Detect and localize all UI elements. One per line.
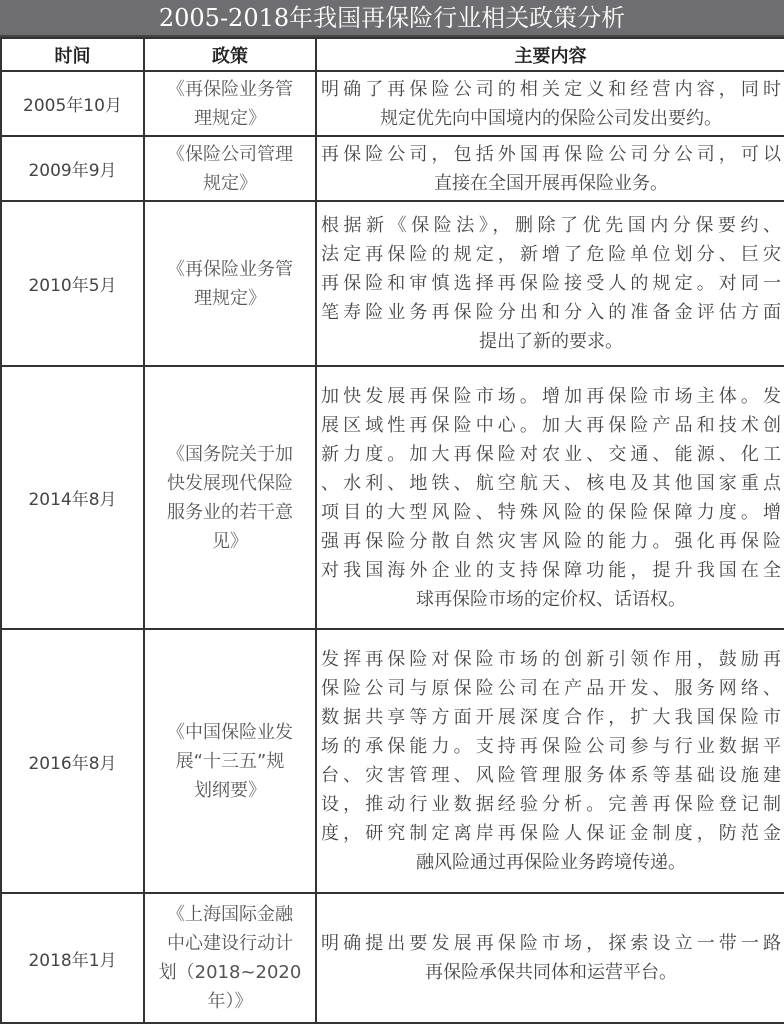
policy-line: 展“十三五”规 [175,750,285,772]
policy-line: 年）》 [207,991,253,1012]
policy-table [0,37,784,1024]
policy-line: 《再保险业务管 [167,258,293,280]
policy-line: 《国务院关于加 [167,443,293,465]
header-policy: 政策 [144,38,316,71]
date-cell: 2010年5月 [1,201,144,366]
policy-line: 快发展现代保险 [167,472,293,494]
table-row [1,629,784,893]
content-line: 提出了新的要求。 [479,331,623,352]
policy-cell [144,71,316,136]
policy-line: 规定》 [203,172,257,194]
content-line: 台、灾害管理、风险管理服务体系等基础设施建 [321,765,781,786]
policy-cell [144,136,316,201]
table-row [1,71,784,136]
policy-cell [144,201,316,366]
content-line: 融风险通过再保险业务跨境传递。 [416,852,686,873]
content-line: 、水利、地铁、航空航天、核电及其他国家重点 [321,472,781,494]
content-line: 根据新《保险法》，删除了优先国内分保要约、 [321,215,781,236]
content-line: 规定优先向中国境内的保险公司发出要约。 [380,107,722,129]
policy-line: 划纲要》 [194,779,266,801]
content-cell [316,71,784,136]
content-cell [316,893,784,1023]
policy-cell [144,893,316,1023]
content-cell [316,136,784,201]
content-line: 加快发展再保险市场。增加再保险市场主体。发 [321,385,781,407]
policy-line: 中心建设行动计 [167,933,293,954]
content-cell [316,366,784,629]
content-cell [316,629,784,893]
content-line: 强再保险分散自然灾害风险的能力。强化再保险 [321,530,781,552]
date-cell: 2018年1月 [1,893,144,1023]
header-row [1,38,784,71]
policy-line: 《上海国际金融 [167,904,293,925]
content-line: 法定再保险的规定，新增了危险单位划分、巨灾 [321,244,781,265]
policy-line: 理规定》 [194,287,266,309]
date-cell: 2005年10月 [1,71,144,136]
content-line: 直接在全国开展再保险业务。 [434,172,668,194]
policy-line: 《中国保险业发 [167,721,293,743]
content-line: 再保险公司，包括外国再保险公司分公司，可以 [321,143,781,165]
policy-line: 服务业的若干意 [167,501,293,523]
content-line: 展区域性再保险中心。加大再保险产品和技术创 [321,414,781,436]
content-line: 对我国海外企业的支持保障功能，提升我国在全 [321,559,781,581]
content-line: 再保险承保共同体和运营平台。 [425,962,677,983]
content-line: 数据共享等方面开展深度合作，扩大我国保险市 [321,707,781,728]
content-cell [316,201,784,366]
policy-cell [144,366,316,629]
table-row [1,893,784,1023]
content-line: 发挥再保险对保险市场的创新引领作用，鼓励再 [321,649,781,670]
policy-cell [144,629,316,893]
table-row [1,366,784,629]
content-line: 球再保险市场的定价权、话语权。 [416,588,686,610]
content-line: 保险公司与原保险公司在产品开发、服务网络、 [321,678,781,699]
policy-line: 划（2018~2020 [158,962,302,983]
header-content: 主要内容 [316,38,784,71]
content-line: 度，研究制定离岸再保险人保证金制度，防范金 [321,823,781,844]
policy-line: 《再保险业务管 [167,78,293,100]
policy-line: 见》 [212,530,248,552]
policy-line: 理规定》 [194,107,266,129]
date-cell: 2014年8月 [1,366,144,629]
date-cell: 2009年9月 [1,136,144,201]
content-line: 明确了再保险公司的相关定义和经营内容，同时 [321,78,781,100]
header-time: 时间 [1,38,144,71]
content-line: 项目的大型风险、特殊风险的保险保障力度。增 [321,501,781,523]
content-line: 场的承保能力。支持再保险公司参与行业数据平 [321,736,781,757]
date-cell: 2016年8月 [1,629,144,893]
table-title: 2005-2018年我国再保险行业相关政策分析 [0,0,784,37]
policy-line: 《保险公司管理 [167,143,293,165]
content-line: 笔寿险业务再保险分出和分入的准备金评估方面 [321,302,781,323]
table-row [1,201,784,366]
content-line: 明确提出要发展再保险市场，探索设立一带一路 [321,933,781,954]
table-row [1,136,784,201]
content-line: 再保险和审慎选择再保险接受人的规定。对同一 [321,273,781,294]
content-line: 新力度。加大再保险对农业、交通、能源、化工 [321,443,781,465]
content-line: 设，推动行业数据经验分析。完善再保险登记制 [321,794,781,815]
